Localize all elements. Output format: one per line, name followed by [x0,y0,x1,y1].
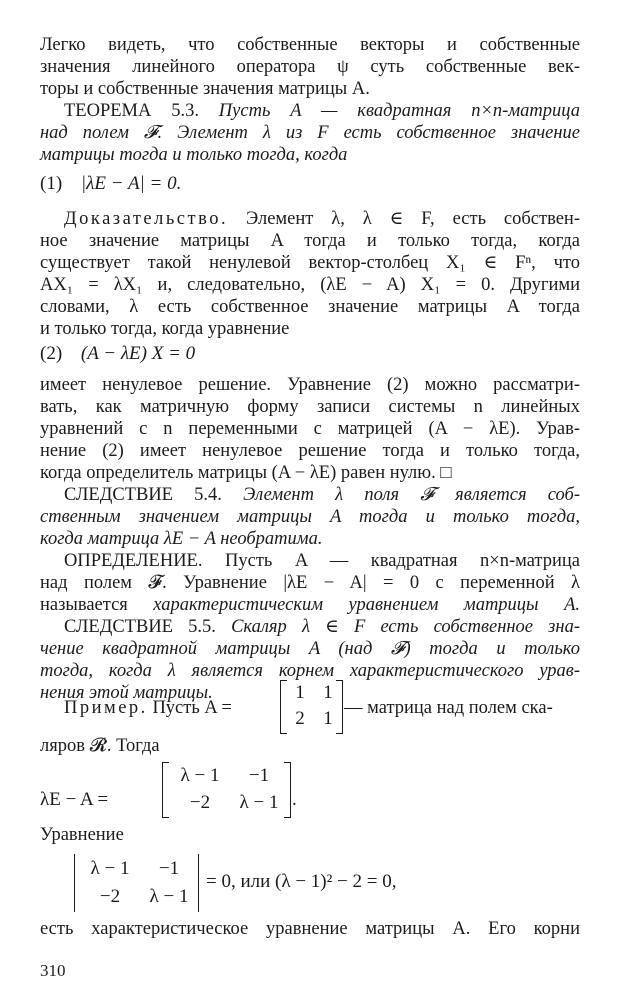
characteristic-equation: = 0, или (λ − 1)² − 2 = 0, [206,871,397,892]
example-text: — матрица над полем ска- [344,698,553,718]
corollary-5-5 [40,616,580,638]
matrix-entry: −1 [248,764,270,786]
page-number: 310 [40,961,66,980]
theorem-heading: ТЕОРЕМА 5.3. [64,101,199,121]
corollary-5-4 [40,484,580,506]
corollary-text: нения этой матрицы. [40,683,213,703]
text-line: Легко видеть, что собственные векторы и собственные [40,35,580,55]
text-line: имеет ненулевое решение. Уравнение (2) можно рассматри- [40,375,580,395]
equation-number: (2) [40,343,63,364]
definition [40,550,580,572]
proof-text: существует такой ненулевой вектор-столбец X₁ ∈ Fⁿ, что [40,253,580,273]
matrix-entry: λ − 1 [149,886,189,907]
equation-2 [40,343,195,365]
definition-text [40,594,580,616]
text-line: вать, как матричную форму записи системы n линейных [40,397,580,417]
theorem-text: Пусть A — квадратная n×n-матрица [218,101,580,121]
corollary-heading: СЛЕДСТВИЕ 5.5. [64,617,216,637]
matrix-entry: λ − 1 [90,858,130,879]
matrix-entry: 1 [295,682,305,703]
determinant-bar-left [74,854,75,912]
definition-text: над полем 𝓕. Уравнение |λE − A| = 0 с переменной λ [40,573,580,593]
proof-text: словами, λ есть собственное значение матрицы A тогда [40,297,580,317]
equation-number: (1) [40,173,63,194]
matrix-entry: 1 [323,682,333,703]
text-line: торы и собственные значения матрицы A. [40,79,370,99]
punctuation: . [292,789,297,810]
matrix-bracket-right [336,680,343,734]
theorem-text: над полем 𝓕. Элемент λ из F есть собственное значение [40,123,580,143]
matrix-lambda-e-minus-a [168,762,286,816]
matrix-entry: −1 [158,858,180,879]
definition-term-intro: называется [40,595,128,615]
text-line: Уравнение [40,825,124,845]
determinant-matrix [78,855,196,911]
equation-expression: |λE − A| = 0. [80,173,182,194]
corollary-text: Скаляр λ ∈ F есть собственное зна- [231,617,580,637]
matrix-a [286,680,342,732]
proof-text: ное значение матрицы A тогда и только тогда, когда [40,231,580,251]
corollary-text: тогда, когда λ является корнем характеристического урав- [40,661,580,681]
matrix-entry: −2 [99,886,121,907]
matrix-bracket-right [284,762,291,818]
text-line: значения линейного оператора ψ суть собственные век- [40,57,580,77]
example-heading [64,697,232,719]
definition-heading: ОПРЕДЕЛЕНИЕ. [64,551,203,571]
text-line: есть характеристическое уравнение матрицы A. Его корни [40,919,580,939]
matrix-entry: λ − 1 [239,791,279,813]
equation-expression: (A − λE) X = 0 [80,343,196,364]
matrix-entry: 2 [295,708,305,729]
corollary-text: ственным значением матрицы A тогда и только тогда, [40,507,580,527]
matrix-entry: λ − 1 [180,764,220,786]
corollary-text: когда матрица λE − A необратима. [40,529,323,549]
proof-heading: Доказательство. [64,209,229,229]
definition-term: характеристическим уравнением матрицы A. [153,595,580,615]
lhs-expression: λE − A = [40,789,109,810]
proof-first-line [40,208,580,230]
text-line: уравнений с n переменными с матрицей (A − λE). Урав- [40,419,580,439]
definition-text: Пусть A — квадратная n×n-матрица [225,551,581,571]
text-line: нение (2) имеет ненулевое решение тогда и только тогда, [40,441,580,461]
proof-text: AX₁ = λX₁ и, следовательно, (λE − A) X₁ = 0. Другими [40,275,580,295]
corollary-text: Элемент λ поля 𝓕 является соб- [243,485,580,505]
proof-text: и только тогда, когда уравнение [40,319,290,339]
proof-text: Элемент λ, λ ∈ F, есть собствен- [246,209,580,229]
example-text: Пусть A = [152,698,232,718]
determinant-bar-right [198,854,199,912]
theorem-text: матрицы тогда и только тогда, когда [40,145,348,165]
text-line: когда определитель матрицы (A − λE) равен нулю. □ [40,463,452,483]
corollary-text: чение квадратной матрицы A (над 𝓕) тогда и только [40,639,580,659]
example-text: ляров 𝓡. Тогда [40,736,160,756]
corollary-heading: СЛЕДСТВИЕ 5.4. [64,485,222,505]
example-label: Пример. [64,698,148,718]
matrix-entry: −2 [189,791,211,813]
matrix-entry: 1 [323,708,333,729]
theorem-5-3 [40,100,580,122]
equation-1 [40,173,181,195]
